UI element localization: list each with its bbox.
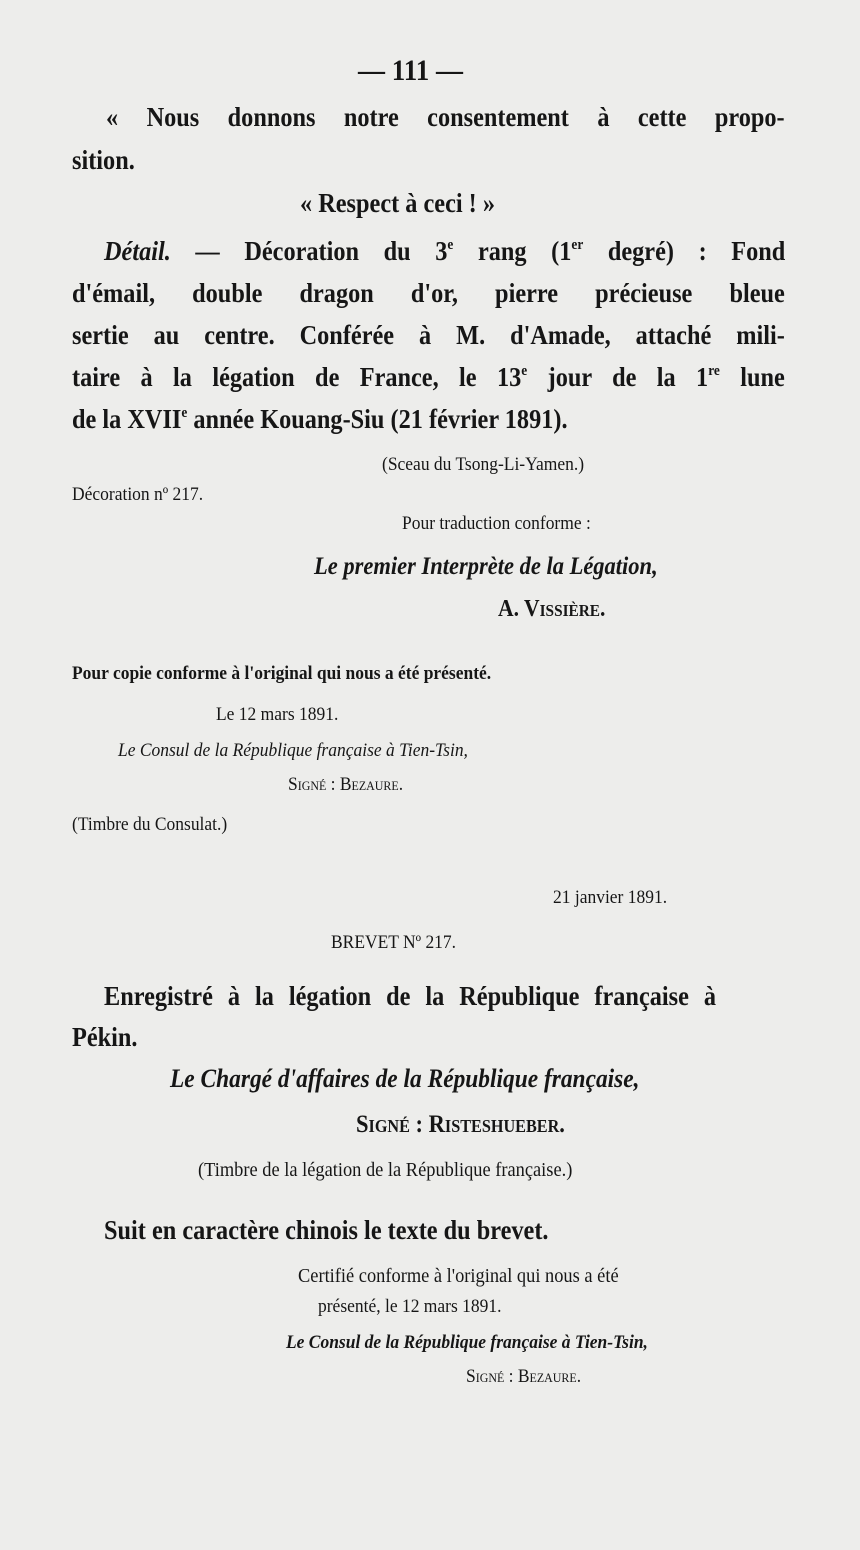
certified-signature: Signé : Bezaure. (466, 1366, 582, 1387)
legation-stamp: (Timbre de la légation de la République française.) (198, 1159, 573, 1181)
interpreter-signature: A. Vissière. (498, 596, 606, 622)
consul-signature: Signé : Bezaure. (288, 774, 404, 795)
detail-line-5: de la XVIIe année Kouang-Siu (21 février 1891). (72, 404, 568, 434)
respect-line: « Respect à ceci ! » (300, 188, 496, 218)
certified-line-2: présenté, le 12 mars 1891. (318, 1296, 502, 1317)
certified-consul-title: Le Consul de la République française à Tien-Tsin, (286, 1332, 648, 1353)
seal-note: (Sceau du Tsong-Li-Yamen.) (382, 454, 585, 475)
detail-line-3: sertie au centre. Conférée à M. d'Amade, attaché mili- (72, 320, 785, 350)
brevet-date: 21 janvier 1891. (553, 887, 668, 908)
charge-title: Le Chargé d'affaires de la République française, (170, 1064, 640, 1093)
decoration-number: Décoration nº 217. (72, 484, 204, 505)
page-number: — 111 — (358, 54, 464, 87)
detail-lead: Détail. (104, 236, 171, 266)
detail-line-4: taire à la légation de France, le 13e jour de la 1re lune (72, 362, 785, 392)
consent-line-1: « Nous donnons notre consentement à cette propo- (106, 102, 785, 132)
consulate-stamp: (Timbre du Consulat.) (72, 814, 228, 835)
charge-signature: Signé : Ristеshueber. (356, 1111, 565, 1138)
registered-line-1: Enregistré à la légation de la République française à (104, 981, 716, 1011)
translation-conforme: Pour traduction conforme : (402, 513, 591, 534)
detail-line-2: d'émail, double dragon d'or, pierre précieuse bleue (72, 278, 785, 308)
consul-title: Le Consul de la République française à Tien-Tsin, (118, 740, 468, 761)
consent-line-2: sition. (72, 145, 135, 175)
certified-line-1: Certifié conforme à l'original qui nous a été (298, 1265, 619, 1287)
brevet-number: BREVET Nº 217. (331, 932, 457, 953)
chinese-text-note: Suit en caractère chinois le texte du brevet. (104, 1215, 549, 1245)
detail-line-1: Détail. — Décoration du 3e rang (1er degré) : Fond (104, 236, 786, 266)
interpreter-title: Le premier Interprète de la Légation, (314, 553, 658, 580)
registered-line-2: Pékin. (72, 1022, 138, 1052)
copy-date: Le 12 mars 1891. (216, 704, 339, 725)
copy-conforme: Pour copie conforme à l'original qui nous a été présenté. (72, 663, 492, 684)
